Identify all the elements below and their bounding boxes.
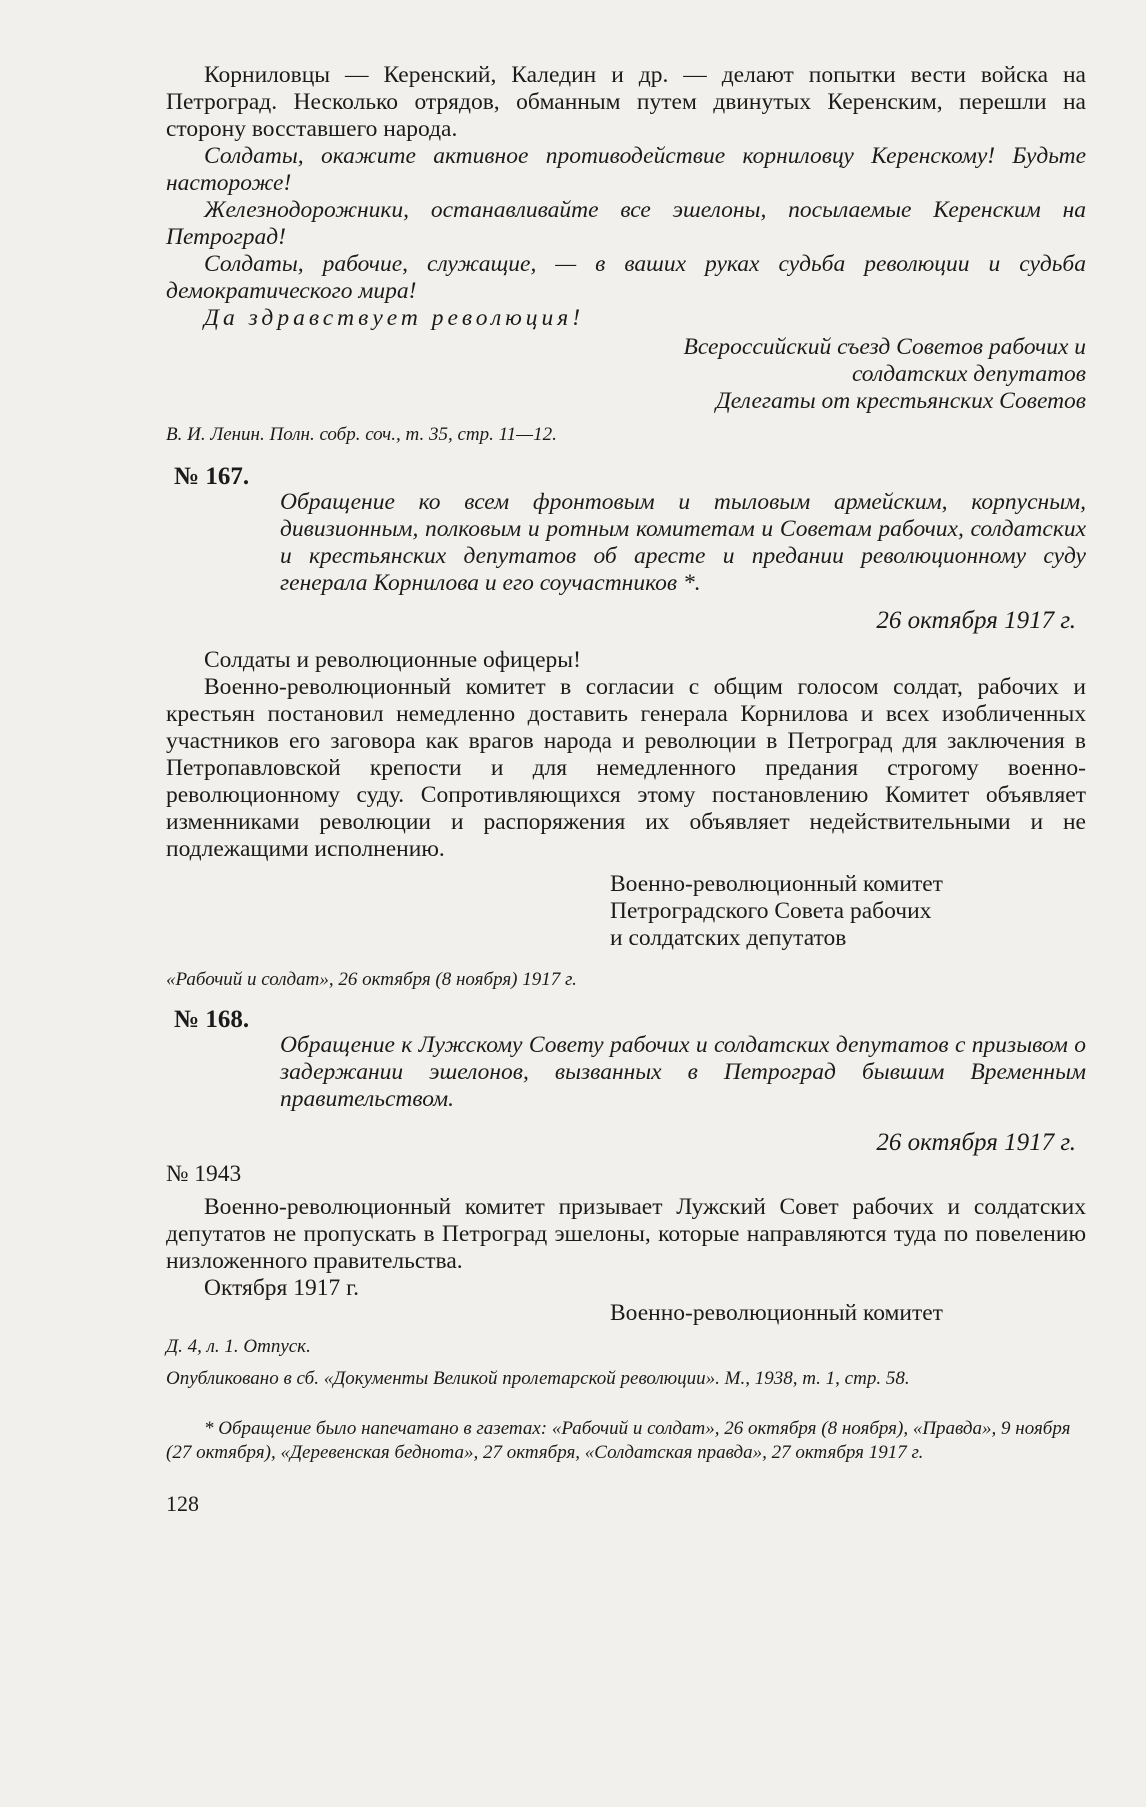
intro-source: В. И. Ленин. Полн. собр. соч., т. 35, стр. 11—12. <box>166 424 557 445</box>
doc167-number: № 167. <box>174 463 250 490</box>
intro-paragraph-3: Железнодорожники, останавливайте все эшелоны, посылаемые Керенским на Петроград! <box>166 197 1086 250</box>
document-page <box>166 62 1086 1517</box>
intro-paragraph-1: Корниловцы — Керенский, Каледин и др. — делают попытки вести войска на Петроград. Несколько отрядов, обманным путем двинутых Керенским, перешли на сторону восставшего народа. <box>166 62 1086 142</box>
intro-slogan: Да здравствует революция! <box>204 305 585 331</box>
doc168-month: Октября 1917 г. <box>204 1275 359 1301</box>
doc167-source: «Рабочий и солдат», 26 октября (8 ноября) 1917 г. <box>166 969 577 990</box>
intro-signature-line-1: Всероссийский съезд Советов рабочих и <box>683 334 1086 360</box>
doc167-body: Военно-революционный комитет в согласии с общим голосом солдат, рабочих и крестьян постановил немедленно доставить генерала Корнилова и всех изобличенных участников его заговора как врагов народа и революции в Петроград для заключения в Петропавловской крепости и для немедленного предания строгому военно-революционному суду. Сопротивляющихся этому постановлению Комитет объявляет изменниками революции и распоряжения их объявляет недействительными и не подлежащими исполнению. <box>166 674 1086 862</box>
doc168-reference-number: № 1943 <box>166 1161 242 1187</box>
footnote: * Обращение было напечатано в газетах: «Рабочий и солдат», 26 октября (8 ноября), «Правда», 9 ноября (27 октября), «Деревенская беднота», 27 октября, «Солдатская правда», 27 октября 1917 г. <box>166 1418 1071 1463</box>
doc167-signature-line-3: и солдатских депутатов <box>610 925 847 951</box>
doc167-date: 26 октября 1917 г. <box>876 607 1076 634</box>
doc167-title: Обращение ко всем фронтовым и тыловым армейским, корпусным, дивизионным, полковым и ротным комитетам и Советам рабочих, солдатских и крестьянских депутатов об аресте и предании революционному суду генерала Корнилова и его соучастников *. <box>280 489 1086 596</box>
doc167-greeting: Солдаты и революционные офицеры! <box>204 647 581 673</box>
intro-signature-line-3: Делегаты от крестьянских Советов <box>715 388 1086 414</box>
doc168-title: Обращение к Лужскому Совету рабочих и солдатских депутатов с призывом о задержании эшелонов, вызванных в Петроград бывшим Временным правительством. <box>280 1032 1086 1112</box>
page-number: 128 <box>166 1491 199 1516</box>
doc167-signature-line-2: Петроградского Совета рабочих <box>610 898 932 924</box>
intro-signature-line-2: солдатских депутатов <box>851 361 1086 387</box>
doc168-published: Опубликовано в сб. «Документы Великой пролетарской революции». М., 1938, т. 1, стр. 58. <box>166 1368 910 1389</box>
intro-paragraph-2: Солдаты, окажите активное противодействие корниловцу Керенскому! Будьте настороже! <box>166 143 1086 196</box>
doc167-signature-line-1: Военно-революционный комитет <box>610 871 943 897</box>
doc168-archive: Д. 4, л. 1. Отпуск. <box>166 1336 311 1357</box>
doc168-body: Военно-революционный комитет призывает Лужский Совет рабочих и солдатских депутатов не пропускать в Петроград эшелоны, которые направляются туда по повелению низложенного правительства. <box>166 1194 1086 1274</box>
doc168-number: № 168. <box>174 1006 250 1033</box>
doc168-signature: Военно-революционный комитет <box>610 1300 943 1326</box>
intro-paragraph-4: Солдаты, рабочие, служащие, — в ваших руках судьба революции и судьба демократического мира! <box>166 251 1086 304</box>
doc168-date: 26 октября 1917 г. <box>876 1129 1076 1156</box>
